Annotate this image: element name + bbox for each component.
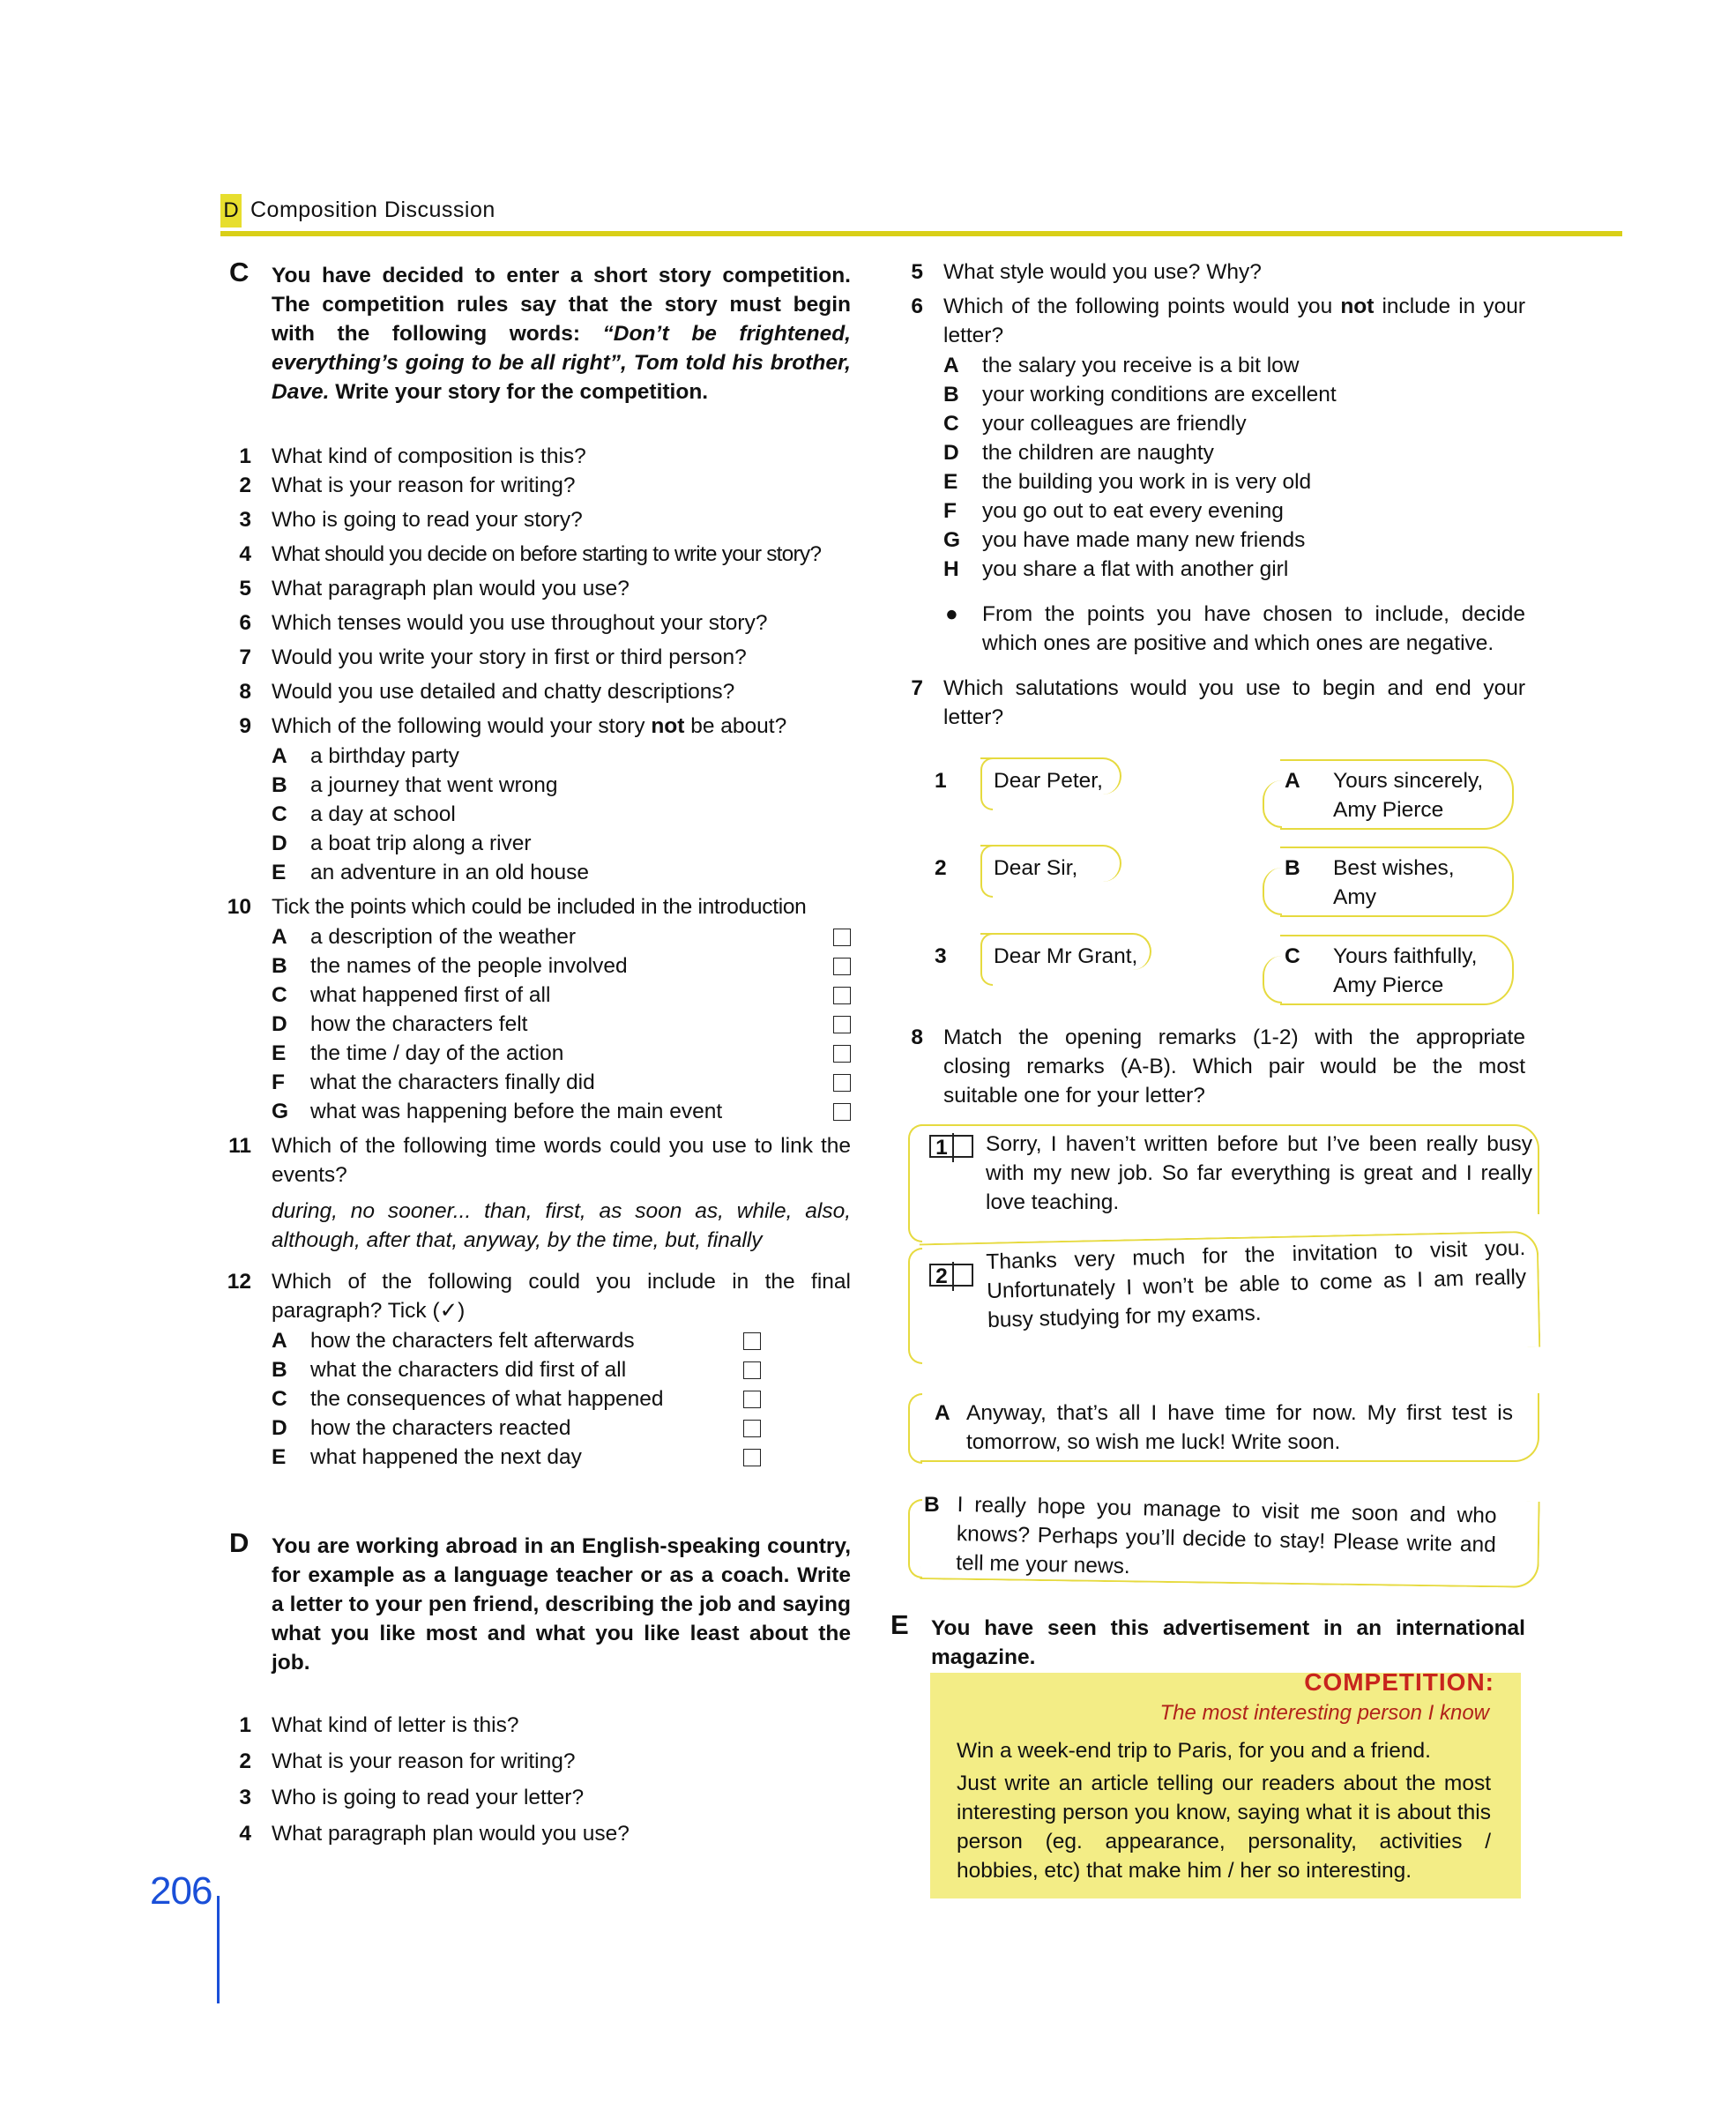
tick-checkbox[interactable] (833, 1045, 851, 1063)
section-c-prompt: C You have decided to enter a short story competition. The competition rules say that the story must begin with the following words: “Don’t be frightened, everything’s going to be all right”, Tom told his brother, Dave. Write your story for the competition. (229, 257, 851, 404)
option: D how the characters reacted (272, 1414, 761, 1443)
opening-number: 2 (935, 856, 947, 880)
option: B a journey that went wrong (272, 773, 558, 797)
question-12-options (272, 1326, 761, 1472)
option: C a day at school (272, 802, 456, 826)
closing-letter: C (1285, 944, 1300, 968)
option: A a birthday party (272, 744, 459, 768)
question-3: 3 Who is going to read your story? (239, 508, 583, 532)
section-e (890, 1609, 1525, 1672)
bullet-icon: ● (945, 602, 958, 626)
option: F you go out to eat every evening (943, 499, 1284, 523)
tick-checkbox[interactable] (743, 1391, 761, 1408)
question-7: 7 Would you write your story in first or third person? (239, 645, 747, 669)
tick-checkbox[interactable] (743, 1449, 761, 1466)
option: E what happened the next day (272, 1443, 761, 1472)
closing-letter: A (1285, 769, 1300, 793)
question-9: 9 Which of the following would your story not be about? A a birthday party B a journey that went wrong C a day at school D a boat trip along a river E an adventure in an old house (220, 712, 851, 887)
question-8: 8 Would you use detailed and chatty descriptions? (239, 680, 735, 704)
question-10: 10 Tick the points which could be included in the introduction A a description of the weather B the names of the people involved C what happened first of all D how the characters felt E the time / day of the action F what the characters finally did G what was happening before the main event (220, 892, 851, 1126)
letter-question-4: 4 What paragraph plan would you use? (239, 1822, 630, 1846)
tick-checkbox[interactable] (833, 1074, 851, 1092)
tick-checkbox[interactable] (833, 1016, 851, 1033)
ad-body (957, 1736, 1491, 1885)
question-12: 12 Which of the following could you include in the final paragraph? Tick (✓) A how the characters felt afterwards B what the characters did first of all C the consequences of what happened D how the characters reacted E what happened the next day (220, 1267, 851, 1472)
opening-number: 1 (935, 769, 947, 793)
option: F what the characters finally did (272, 1068, 851, 1097)
option: C the consequences of what happened (272, 1384, 761, 1414)
option: A a description of the weather (272, 922, 851, 951)
page-header (220, 194, 1622, 235)
question-4: 4 What should you decide on before starting to write your story? (239, 542, 822, 566)
option: C your colleagues are friendly (943, 412, 1247, 436)
header-rule (220, 231, 1622, 236)
option: A the salary you receive is a bit low (943, 354, 1300, 377)
option: B the names of the people involved (272, 951, 851, 981)
question-5: 5 What paragraph plan would you use? (239, 577, 630, 600)
closing-remark-text: Anyway, that’s all I have time for now. My first test is tomorrow, so wish me luck! Write soon. (966, 1401, 1513, 1454)
page-number: 206 (150, 1869, 212, 1913)
question-10-options (272, 922, 851, 1126)
question-11: 11 Which of the following time words could you use to link the events? during, no sooner... than, first, as soon as, while, also, although, after that, anyway, by the time, but, finally (220, 1131, 851, 1255)
letter-question-6-options (943, 351, 1525, 584)
question-6: 6 Which tenses would you use throughout your story? (239, 611, 768, 635)
closing-salutation: Yours faithfully, Amy Pierce (1333, 944, 1478, 997)
answer-box[interactable]: 1 (929, 1135, 973, 1158)
option: D a boat trip along a river (272, 832, 532, 855)
opening-salutation: Dear Peter, (994, 769, 1103, 793)
question-2: 2 What is your reason for writing? (239, 474, 576, 497)
letter-question-8: 8 Match the opening remarks (1-2) with the appropriate closing remarks (A-B). Which pair would be the most suitable one for your letter? (911, 1026, 1525, 1108)
closing-remark-text: I really hope you manage to visit me soon and who knows? Perhaps you’ll decide to stay! Please write and tell me your news. (955, 1492, 1497, 1579)
tick-checkbox[interactable] (743, 1332, 761, 1350)
tick-checkbox[interactable] (833, 987, 851, 1004)
option: E the building you work in is very old (943, 470, 1312, 494)
opening-salutation: Dear Mr Grant, (994, 944, 1138, 968)
ad-title: COMPETITION: (1304, 1668, 1494, 1696)
time-words: during, no sooner... than, first, as soon as, while, also, although, after that, anyway, by the time, but, finally (272, 1199, 851, 1252)
letter-question-2: 2 What is your reason for writing? (239, 1749, 576, 1773)
section-e-prompt: E You have seen this advertisement in an international magazine. (890, 1609, 1525, 1669)
ad-subtitle: The most interesting person I know (1159, 1701, 1489, 1725)
closing-salutation: Yours sincerely, Amy Pierce (1333, 769, 1484, 822)
option: D the children are naughty (943, 441, 1214, 465)
tick-checkbox[interactable] (833, 929, 851, 946)
letter-question-6: 6 Which of the following points would you not include in your letter? A the salary you receive is a bit low B your working conditions are excellent C your colleagues are friendly D the children are naughty E the building you work in is very old F you go out to eat every evening G you have made many new friends H you share a flat with another girl ● From the points you have chosen to include, decide which ones are positive and which ones are negative. (892, 292, 1525, 658)
tick-checkbox[interactable] (833, 958, 851, 975)
section-c-quote: “Don’t be frightened, everything’s going to be all right”, Tom told his brother, Dave. (272, 322, 851, 404)
bullet-note: ● From the points you have chosen to include, decide which ones are positive and which ones are negative. (943, 600, 1525, 658)
tick-checkbox[interactable] (833, 1103, 851, 1121)
tick-checkbox[interactable] (743, 1420, 761, 1437)
letter-question-7: 7 Which salutations would you use to begin and end your letter? (911, 676, 1525, 729)
question-9-options (272, 742, 851, 887)
opening-number: 3 (935, 944, 947, 968)
option: C what happened first of all (272, 981, 851, 1010)
letter-question-3: 3 Who is going to read your letter? (239, 1786, 585, 1809)
ad-line: Win a week-end trip to Paris, for you and a friend. (957, 1739, 1431, 1763)
option: G you have made many new friends (943, 528, 1306, 552)
closing-letter: B (1285, 856, 1300, 880)
section-c-letter: C (229, 257, 250, 287)
option: B your working conditions are excellent (943, 383, 1337, 407)
section-letter-badge: D (220, 194, 242, 228)
question-1: 1 What kind of composition is this? (239, 444, 586, 468)
salutation-matching (892, 754, 1527, 1018)
section-d-letter: D (229, 1527, 250, 1558)
letter-question-1: 1 What kind of letter is this? (239, 1713, 519, 1737)
section-e-letter: E (890, 1609, 909, 1640)
option: B what the characters did first of all (272, 1355, 761, 1384)
tick-checkbox[interactable] (743, 1361, 761, 1379)
option: D how the characters felt (272, 1010, 851, 1039)
section-d-prompt: D You are working abroad in an English-speaking country, for example as a language teacher or as a coach. Write a letter to your pen friend, describing the job and saying what you like most and what you like least about the job. (229, 1527, 851, 1675)
ad-line: Just write an article telling our readers about the most interesting person you know, saying what it is about this person (eg. appearance, personality, activities / hobbies, etc) that make him / her so interesting. (957, 1772, 1491, 1883)
option: H you share a flat with another girl (943, 557, 1289, 581)
remark-text: Sorry, I haven’t written before but I’ve been really busy with my new job. So far everything is great and I really love teaching. (986, 1132, 1532, 1214)
header-title: Composition Discussion (250, 198, 495, 222)
option: A how the characters felt afterwards (272, 1326, 761, 1355)
answer-box[interactable]: 2 (929, 1264, 973, 1287)
competition-advertisement (930, 1668, 1521, 1898)
page-number-rule (217, 1896, 220, 2003)
left-column (220, 257, 851, 1848)
closing-remark-letter: B (924, 1493, 940, 1517)
remark-text: Thanks very much for the invitation to visit you. Unfortunately I won’t be able to come as I am really busy studying for my exams. (986, 1235, 1527, 1332)
letter-question-5: 5 What style would you use? Why? (911, 260, 1262, 284)
option: E an adventure in an old house (272, 861, 590, 884)
option: E the time / day of the action (272, 1039, 851, 1068)
opening-salutation: Dear Sir, (994, 856, 1078, 880)
right-column (892, 257, 1525, 732)
closing-salutation: Best wishes, Amy (1333, 856, 1455, 909)
option: G what was happening before the main event (272, 1097, 851, 1126)
closing-remark-letter: A (935, 1401, 950, 1425)
